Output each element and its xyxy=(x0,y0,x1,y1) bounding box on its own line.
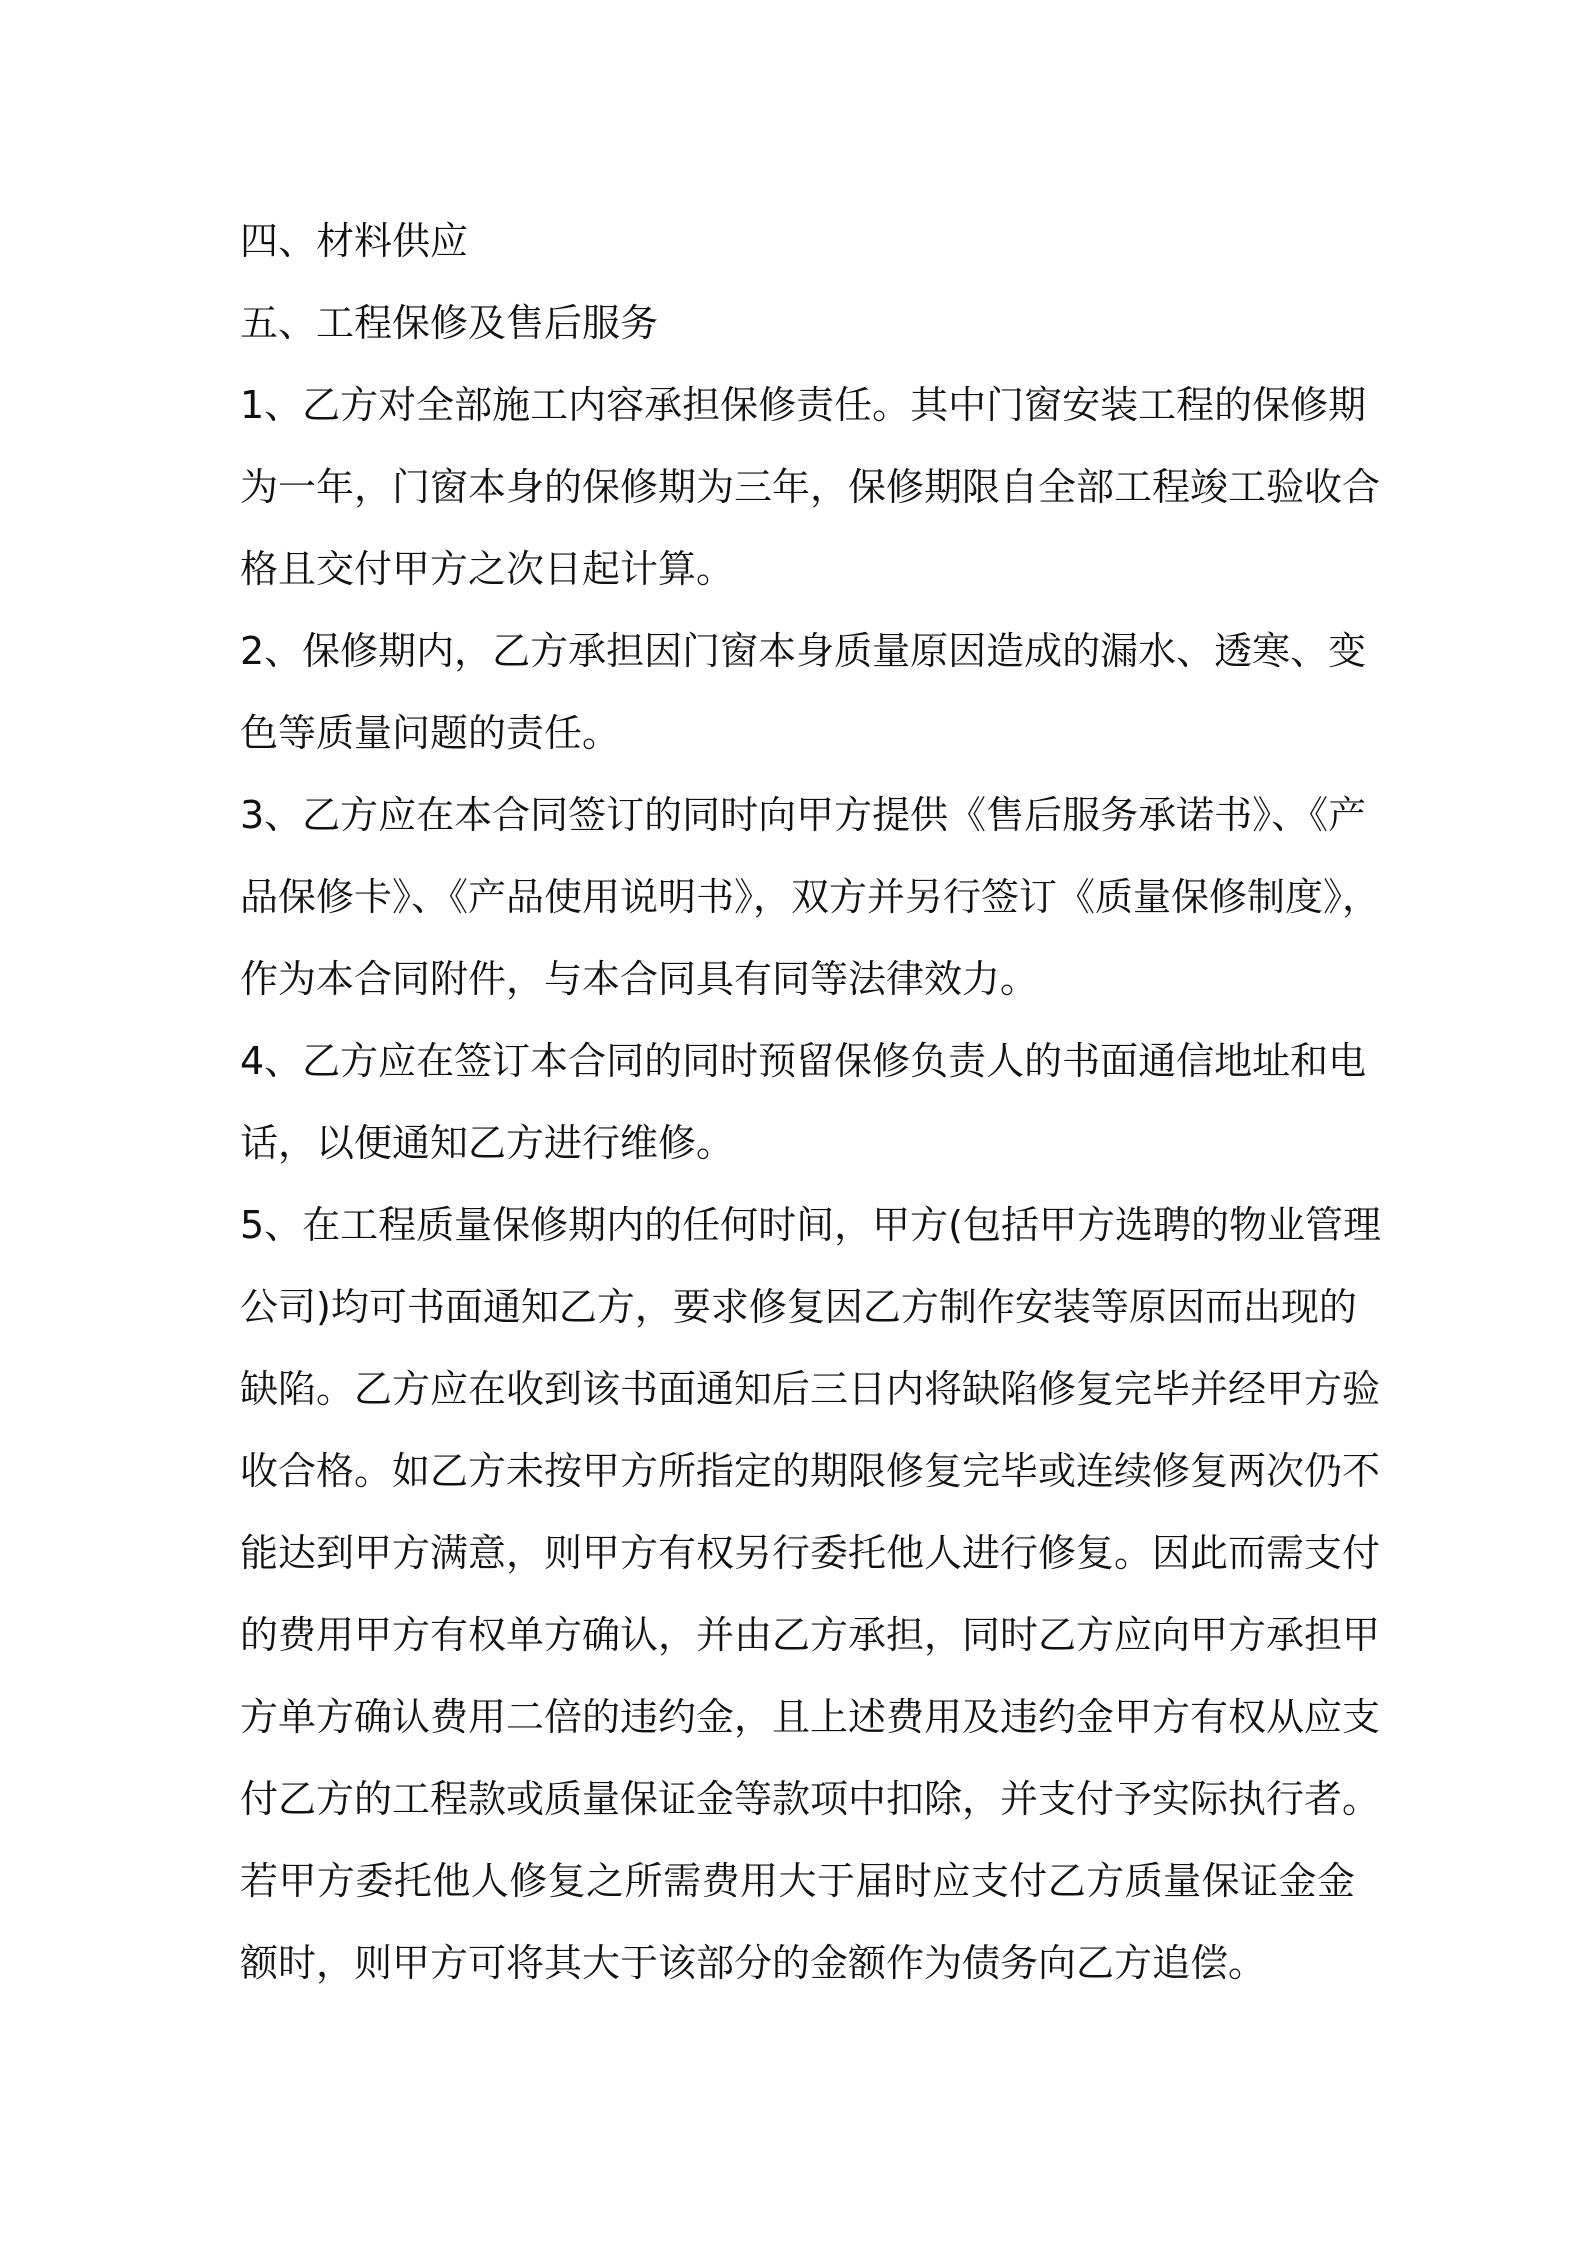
clause-2-line-1: 2、保修期内，乙方承担因门窗本身质量原因造成的漏水、透寒、变 xyxy=(240,629,1367,673)
clause-5-line-8: 付乙方的工程款或质量保证金等款项中扣除，并支付予实际执行者。 xyxy=(240,1777,1381,1821)
section-heading-warranty: 五、工程保修及售后服务 xyxy=(240,301,659,345)
clause-5-line-3: 缺陷。乙方应在收到该书面通知后三日内将缺陷修复完毕并经甲方验 xyxy=(240,1367,1381,1411)
clause-5-line-2: 公司)均可书面通知乙方，要求修复因乙方制作安装等原因而出现的 xyxy=(240,1285,1357,1329)
clause-1-line-2: 为一年，门窗本身的保修期为三年，保修期限自全部工程竣工验收合 xyxy=(240,465,1381,509)
clause-2-line-2: 色等质量问题的责任。 xyxy=(240,711,621,755)
clause-5-line-4: 收合格。如乙方未按甲方所指定的期限修复完毕或连续修复两次仍不 xyxy=(240,1449,1381,1493)
clause-3-line-3: 作为本合同附件，与本合同具有同等法律效力。 xyxy=(240,957,1039,1001)
clause-5-line-5: 能达到甲方满意，则甲方有权另行委托他人进行修复。因此而需支付 xyxy=(240,1531,1381,1575)
clause-1-line-3: 格且交付甲方之次日起计算。 xyxy=(240,547,735,591)
clause-5-line-7: 方单方确认费用二倍的违约金，且上述费用及违约金甲方有权从应支 xyxy=(240,1695,1381,1739)
document-body xyxy=(240,200,1382,2004)
clause-3-line-2: 品保修卡》、《产品使用说明书》，双方并另行签订《质量保修制度》， xyxy=(240,875,1381,919)
clause-5-line-1: 5、在工程质量保修期内的任何时间，甲方(包括甲方选聘的物业管理 xyxy=(240,1203,1382,1247)
clause-4-line-1: 4、乙方应在签订本合同的同时预留保修负责人的书面通信地址和电 xyxy=(240,1039,1367,1083)
clause-4-line-2: 话，以便通知乙方进行维修。 xyxy=(240,1121,735,1165)
clause-1-line-1: 1、乙方对全部施工内容承担保修责任。其中门窗安装工程的保修期 xyxy=(240,383,1367,427)
clause-3-line-1: 3、乙方应在本合同签订的同时向甲方提供《售后服务承诺书》、《产 xyxy=(240,793,1367,837)
clause-5-line-9: 若甲方委托他人修复之所需费用大于届时应支付乙方质量保证金金 xyxy=(240,1859,1355,1903)
clause-5-line-10: 额时，则甲方可将其大于该部分的金额作为债务向乙方追偿。 xyxy=(240,1941,1267,1985)
section-heading-materials: 四、材料供应 xyxy=(240,219,469,263)
clause-5-line-6: 的费用甲方有权单方确认，并由乙方承担，同时乙方应向甲方承担甲 xyxy=(240,1613,1381,1657)
